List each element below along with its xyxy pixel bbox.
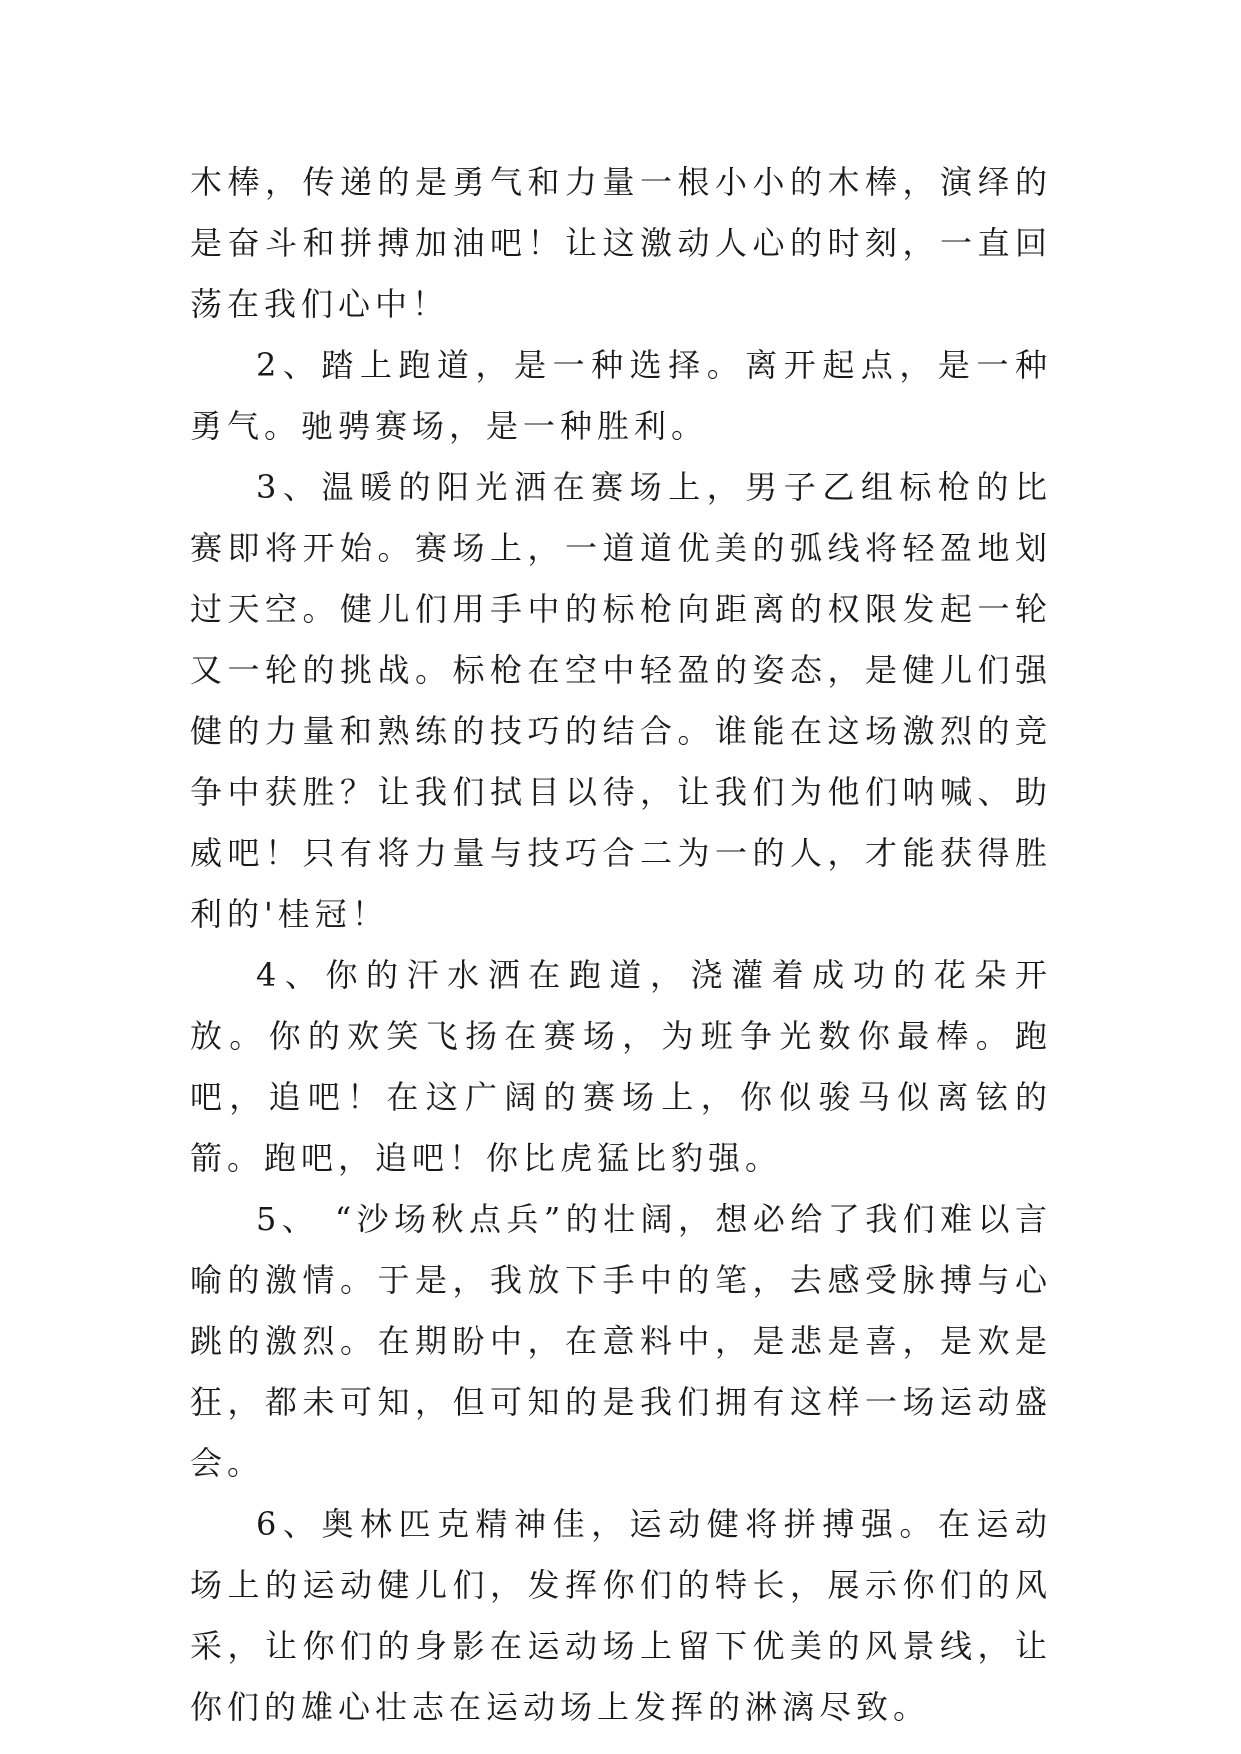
document-body xyxy=(190,152,1052,1738)
paragraph-continuation: 木棒，传递的是勇气和力量一根小小的木棒，演绎的是奋斗和拼搏加油吧！让这激动人心的时刻，一直回荡在我们心中！ xyxy=(190,163,1052,323)
paragraph-item-5: 5、 “沙场秋点兵”的壮阔，想必给了我们难以言喻的激情。于是，我放下手中的笔，去感受脉搏与心跳的激烈。在期盼中，在意料中，是悲是喜，是欢是狂，都未可知，但可知的是我们拥有这样一场运动盛会。 xyxy=(190,1200,1052,1482)
paragraph-item-3: 3、温暖的阳光洒在赛场上，男子乙组标枪的比赛即将开始。赛场上，一道道优美的弧线将轻盈地划过天空。健儿们用手中的标枪向距离的权限发起一轮又一轮的挑战。标枪在空中轻盈的姿态，是健儿们强健的力量和熟练的技巧的结合。谁能在这场激烈的竞争中获胜？让我们拭目以待，让我们为他们呐喊、助威吧！只有将力量与技巧合二为一的人，才能获得胜利的'桂冠！ xyxy=(190,468,1052,933)
paragraph-item-2: 2、踏上跑道，是一种选择。离开起点，是一种勇气。驰骋赛场，是一种胜利。 xyxy=(190,346,1052,445)
paragraph-item-6: 6、奥林匹克精神佳，运动健将拼搏强。在运动场上的运动健儿们，发挥你们的特长，展示你们的风采，让你们的身影在运动场上留下优美的风景线，让你们的雄心壮志在运动场上发挥的淋漓尽致。 xyxy=(190,1505,1052,1726)
paragraph-item-4: 4、你的汗水洒在跑道，浇灌着成功的花朵开放。你的欢笑飞扬在赛场，为班争光数你最棒。跑吧，追吧！在这广阔的赛场上，你似骏马似离铉的箭。跑吧，追吧！你比虎猛比豹强。 xyxy=(190,956,1052,1177)
